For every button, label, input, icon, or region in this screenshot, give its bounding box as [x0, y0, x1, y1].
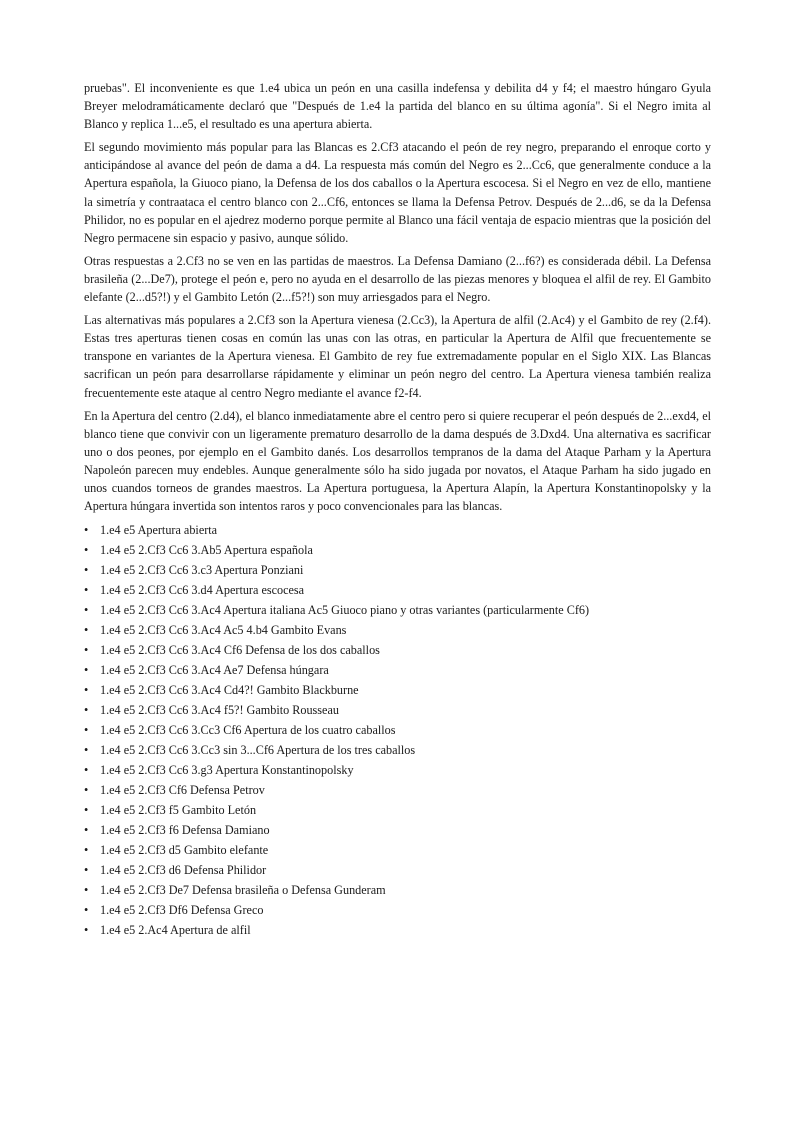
list-item: [84, 800, 711, 820]
list-item-text: 1.e4 e5 2.Cf3 Df6 Defensa Greco: [100, 903, 264, 918]
list-item-text: 1.e4 e5 2.Cf3 d5 Gambito elefante: [100, 843, 269, 858]
list-item-text: 1.e4 e5 2.Cf3 Cc6 3.Ac4 Apertura italiana Ac5 Giuoco piano y otras variantes (particularmente Cf6): [100, 603, 590, 618]
bullet-icon: •: [84, 583, 89, 598]
paragraph-alternatives: Las alternativas más populares a 2.Cf3 son la Apertura vienesa (2.Cc3), la Apertura de alfil (2.Ac4) y el Gambito de rey (2.f4). Estas tres aperturas tienen cosas en común las unas con las otras, en particular la Apertura de Alfil que frecuentemente se transpone en variantes de la Apertura vienesa. El Gambito de rey fue extremadamente popular en el Siglo XIX. Las Blancas sacrifican un peón para desarrollarse rápidamente y eliminar un peón negro del centro. La Apertura vienesa también realiza frecuentemente este ataque al centro Negro mediante el avance f2-f4.: [84, 313, 711, 400]
list-item-text: 1.e4 e5 2.Cf3 Cc6 3.Ac4 Ae7 Defensa húngara: [100, 663, 329, 678]
list-item: [84, 920, 711, 940]
list-item: [84, 680, 711, 700]
list-item: [84, 560, 711, 580]
list-item: [84, 540, 711, 560]
list-item: [84, 720, 711, 740]
list-item-text: 1.e4 e5 2.Cf3 f6 Defensa Damiano: [100, 823, 270, 838]
paragraph-other-responses: Otras respuestas a 2.Cf3 no se ven en las partidas de maestros. La Defensa Damiano (2...f6?) es considerada débil. La Defensa brasileña (2...De7), protege el peón e, pero no ayuda en el desarrollo de las piezas menores y bloquea el alfil de rey. El Gambito elefante (2...d5?!) y el Gambito Letón (2...f5?!) son muy arriesgados para el Negro.: [84, 253, 711, 305]
list-item-text: 1.e4 e5 2.Cf3 Cf6 Defensa Petrov: [100, 783, 265, 798]
bullet-icon: •: [84, 923, 89, 938]
bullet-icon: •: [84, 763, 89, 778]
list-item-text: 1.e4 e5 2.Cf3 Cc6 3.g3 Apertura Konstantinopolsky: [100, 763, 354, 778]
bullet-icon: •: [84, 803, 89, 818]
list-item: [84, 740, 711, 760]
bullet-icon: •: [84, 903, 89, 918]
paragraph-second-move: El segundo movimiento más popular para las Blancas es 2.Cf3 atacando el peón de rey negro, preparando el enroque corto y anticipándose al avance del peón de dama a d4. La respuesta más común del Negro es 2...Cc6, que generalmente conduce a la Apertura española, la Giuoco piano, la Defensa de los dos caballos o la Apertura escocesa. Si el Negro en vez de ello, mantiene la simetría y contraataca el centro blanco con 2...Cf6, entonces se llama la Defensa Petrov. Después de 2...d6, se da la Defensa Philidor, no es popular en el ajedrez moderno porque permite al Blanco una fácil ventaja de espacio mientras que la posición del Negro permacene sin espacio y pasivo, aunque sólido.: [84, 140, 711, 245]
bullet-icon: •: [84, 543, 89, 558]
bullet-icon: •: [84, 623, 89, 638]
bullet-icon: •: [84, 603, 89, 618]
list-item: [84, 820, 711, 840]
list-item: [84, 880, 711, 900]
bullet-icon: •: [84, 883, 89, 898]
list-item-text: 1.e4 e5 2.Cf3 Cc6 3.Ab5 Apertura española: [100, 543, 313, 558]
document-page: [84, 79, 711, 940]
list-item-text: 1.e4 e5 Apertura abierta: [100, 523, 218, 538]
list-item: [84, 760, 711, 780]
bullet-icon: •: [84, 723, 89, 738]
list-item: [84, 640, 711, 660]
bullet-icon: •: [84, 683, 89, 698]
list-item-text: 1.e4 e5 2.Cf3 Cc6 3.Ac4 f5?! Gambito Rousseau: [100, 703, 339, 718]
list-item: [84, 660, 711, 680]
list-item-text: 1.e4 e5 2.Cf3 d6 Defensa Philidor: [100, 863, 267, 878]
list-item: [84, 780, 711, 800]
paragraph-breyer: pruebas". El inconveniente es que 1.e4 ubica un peón en una casilla indefensa y debilita d4 y f4; el maestro húngaro Gyula Breyer melodramáticamente declaró que "Después de 1.e4 la partida del blanco en su última agonía". Si el Negro imita al Blanco y replica 1...e5, el resultado es una apertura abierta.: [84, 81, 711, 132]
list-item-text: 1.e4 e5 2.Cf3 De7 Defensa brasileña o Defensa Gunderam: [100, 883, 386, 898]
list-item-text: 1.e4 e5 2.Cf3 Cc6 3.Cc3 sin 3...Cf6 Apertura de los tres caballos: [100, 743, 416, 758]
bullet-icon: •: [84, 743, 89, 758]
list-item-text: 1.e4 e5 2.Ac4 Apertura de alfil: [100, 923, 251, 938]
list-item-text: 1.e4 e5 2.Cf3 Cc6 3.Ac4 Ac5 4.b4 Gambito Evans: [100, 623, 347, 638]
list-item-text: 1.e4 e5 2.Cf3 Cc6 3.c3 Apertura Ponziani: [100, 563, 304, 578]
list-item-text: 1.e4 e5 2.Cf3 Cc6 3.Ac4 Cd4?! Gambito Blackburne: [100, 683, 359, 698]
list-item: [84, 580, 711, 600]
list-item: [84, 900, 711, 920]
bullet-icon: •: [84, 783, 89, 798]
list-item-text: 1.e4 e5 2.Cf3 f5 Gambito Letón: [100, 803, 257, 818]
list-item: [84, 600, 711, 620]
paragraph-center-opening: En la Apertura del centro (2.d4), el blanco inmediatamente abre el centro pero si quiere recuperar el peón después de 2...exd4, el blanco tiene que convivir con un ligeramente prematuro desarrollo de la dama después de 3.Dxd4. Una alternativa es sacrificar uno o dos peones, por ejemplo en el Gambito danés. Los desarrollos tempranos de la dama del Ataque Parham y la Apertura Napoleón parecen muy endebles. Aunque generalmente sólo ha sido jugada por novatos, el Ataque Parham ha sido jugado en unos cuandos torneos de grandes maestros. La Apertura portuguesa, la Apertura Alapín, la Apertura Konstantinopolsky y la Apertura húngara invertida son intentos raros y poco convencionales para las blancas.: [84, 408, 711, 514]
bullet-icon: •: [84, 643, 89, 658]
bullet-icon: •: [84, 823, 89, 838]
bullet-icon: •: [84, 843, 89, 858]
list-item: [84, 840, 711, 860]
list-item: [84, 700, 711, 720]
list-item: [84, 860, 711, 880]
bullet-icon: •: [84, 563, 89, 578]
list-item: [84, 620, 711, 640]
list-item-text: 1.e4 e5 2.Cf3 Cc6 3.Cc3 Cf6 Apertura de los cuatro caballos: [100, 723, 396, 738]
list-item-text: 1.e4 e5 2.Cf3 Cc6 3.d4 Apertura escocesa: [100, 583, 305, 598]
openings-list: [84, 520, 711, 940]
bullet-icon: •: [84, 703, 89, 718]
list-item: [84, 520, 711, 540]
bullet-icon: •: [84, 863, 89, 878]
list-item-text: 1.e4 e5 2.Cf3 Cc6 3.Ac4 Cf6 Defensa de los dos caballos: [100, 643, 380, 658]
bullet-icon: •: [84, 523, 89, 538]
bullet-icon: •: [84, 663, 89, 678]
